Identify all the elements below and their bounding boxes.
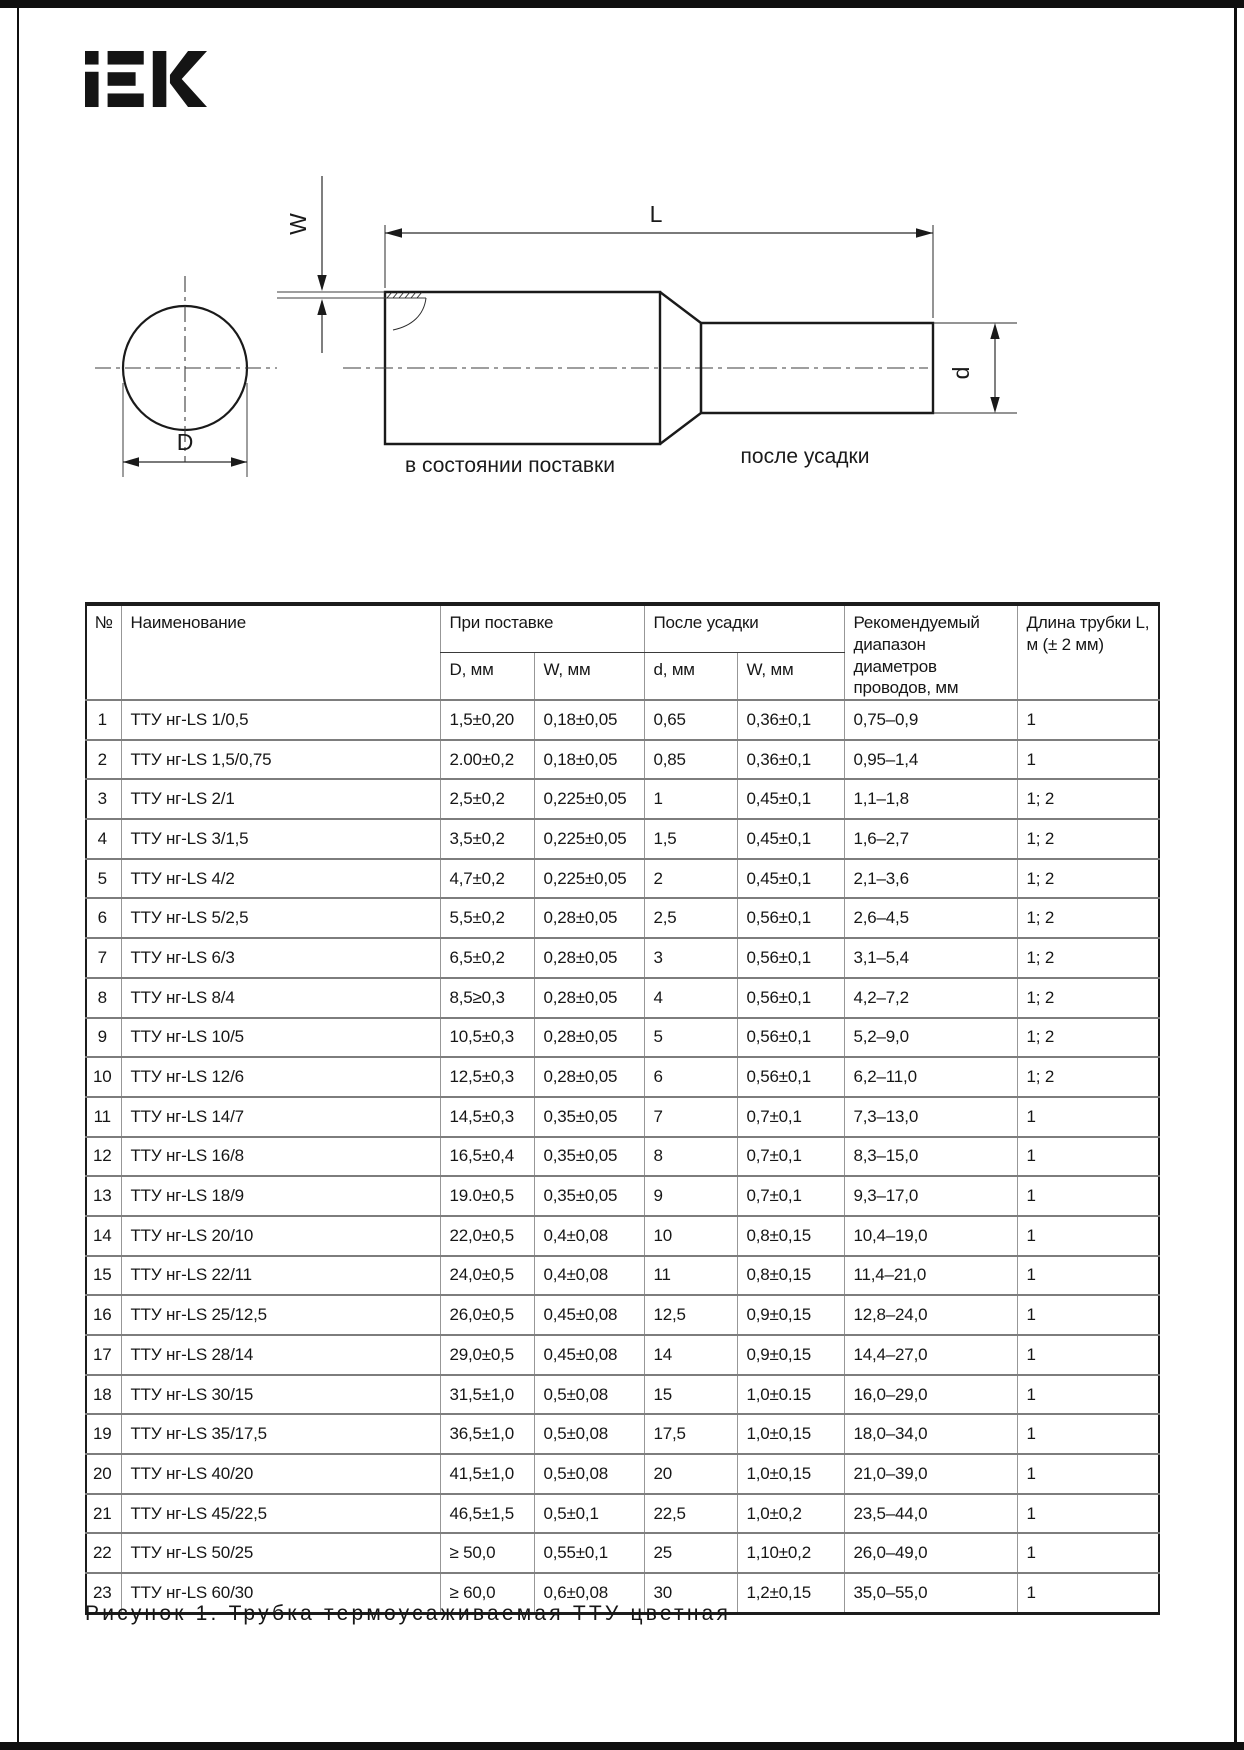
iek-logo xyxy=(85,50,207,108)
table-cell: ТТУ нг-LS 45/22,5 xyxy=(121,1494,440,1534)
table-cell: 26,0–49,0 xyxy=(844,1533,1017,1573)
table-cell: 4 xyxy=(644,978,737,1018)
table-cell: 0,28±0,05 xyxy=(534,898,644,938)
table-cell: ТТУ нг-LS 20/10 xyxy=(121,1216,440,1256)
table-cell: ТТУ нг-LS 5/2,5 xyxy=(121,898,440,938)
table-cell: ТТУ нг-LS 50/25 xyxy=(121,1533,440,1573)
table-row xyxy=(86,1454,1159,1494)
table-cell: 0,8±0,15 xyxy=(737,1216,844,1256)
table-cell: 0,56±0,1 xyxy=(737,1018,844,1058)
table-cell: 2 xyxy=(644,859,737,899)
table-row xyxy=(86,1295,1159,1335)
table-row xyxy=(86,819,1159,859)
table-cell: 11 xyxy=(644,1256,737,1296)
table-cell: 12 xyxy=(86,1137,121,1177)
table-cell: 1; 2 xyxy=(1017,859,1159,899)
table-cell: 1,0±0,2 xyxy=(737,1494,844,1534)
table-cell: 20 xyxy=(644,1454,737,1494)
table-row xyxy=(86,1097,1159,1137)
table-cell: 15 xyxy=(644,1375,737,1415)
table-cell: 1,5±0,20 xyxy=(440,700,534,740)
table-cell: ТТУ нг-LS 14/7 xyxy=(121,1097,440,1137)
table-cell: 0,56±0,1 xyxy=(737,978,844,1018)
table-row xyxy=(86,1414,1159,1454)
table-cell: 0,85 xyxy=(644,740,737,780)
table-cell: 0,4±0,08 xyxy=(534,1216,644,1256)
figure-state-captions xyxy=(405,445,869,477)
label-after-shrink: после усадки xyxy=(740,445,870,468)
table-cell: 1,10±0,2 xyxy=(737,1533,844,1573)
table-row xyxy=(86,700,1159,740)
dim-W xyxy=(285,176,327,353)
table-cell: 0,18±0,05 xyxy=(534,740,644,780)
table-cell: 0,9±0,15 xyxy=(737,1335,844,1375)
col-header-D-supply: D, мм xyxy=(440,653,534,700)
table-cell: 17,5 xyxy=(644,1414,737,1454)
table-cell: 18 xyxy=(86,1375,121,1415)
table-cell: 0,56±0,1 xyxy=(737,898,844,938)
table-cell: 10,4–19,0 xyxy=(844,1216,1017,1256)
table-cell: 1; 2 xyxy=(1017,819,1159,859)
table-cell: ТТУ нг-LS 4/2 xyxy=(121,859,440,899)
table-cell: 0,5±0,08 xyxy=(534,1454,644,1494)
table-cell: 4 xyxy=(86,819,121,859)
tube-body xyxy=(385,292,660,444)
table-row xyxy=(86,1494,1159,1534)
table-cell: 0,6±0,08 xyxy=(534,1573,644,1613)
table-cell: 0,4±0,08 xyxy=(534,1256,644,1296)
table-cell: 19 xyxy=(86,1414,121,1454)
table-cell: 0,65 xyxy=(644,700,737,740)
table-cell: 22,5 xyxy=(644,1494,737,1534)
table-cell: 0,7±0,1 xyxy=(737,1097,844,1137)
table-cell: 0,36±0,1 xyxy=(737,700,844,740)
table-cell: 14 xyxy=(86,1216,121,1256)
table-cell: 8 xyxy=(86,978,121,1018)
table-cell: ТТУ нг-LS 1/0,5 xyxy=(121,700,440,740)
table-cell: 14,4–27,0 xyxy=(844,1335,1017,1375)
table-cell: 1; 2 xyxy=(1017,938,1159,978)
table-cell: ≥ 50,0 xyxy=(440,1533,534,1573)
table-row xyxy=(86,1256,1159,1296)
table-cell: 0,45±0,1 xyxy=(737,819,844,859)
table-cell: 6,2–11,0 xyxy=(844,1057,1017,1097)
table-cell: ТТУ нг-LS 16/8 xyxy=(121,1137,440,1177)
table-cell: 0,45±0,1 xyxy=(737,859,844,899)
table-row xyxy=(86,740,1159,780)
table-cell: 1,0±0,15 xyxy=(737,1414,844,1454)
table-cell: ТТУ нг-LS 22/11 xyxy=(121,1256,440,1296)
table-cell: 13 xyxy=(86,1176,121,1216)
table-cell: 0,35±0,05 xyxy=(534,1097,644,1137)
table-cell: ТТУ нг-LS 2/1 xyxy=(121,779,440,819)
table-cell: 1 xyxy=(1017,700,1159,740)
table-cell: 1 xyxy=(1017,1256,1159,1296)
table-cell: 11,4–21,0 xyxy=(844,1256,1017,1296)
table-cell: 1,6–2,7 xyxy=(844,819,1017,859)
table-cell: 9 xyxy=(86,1018,121,1058)
table-cell: 2,5 xyxy=(644,898,737,938)
table-cell: ТТУ нг-LS 35/17,5 xyxy=(121,1414,440,1454)
table-cell: 1 xyxy=(1017,1097,1159,1137)
table-cell: 9,3–17,0 xyxy=(844,1176,1017,1216)
spec-table-body xyxy=(86,700,1159,1613)
table-cell: ТТУ нг-LS 10/5 xyxy=(121,1018,440,1058)
table-cell: 15 xyxy=(86,1256,121,1296)
table-cell: 12,5±0,3 xyxy=(440,1057,534,1097)
table-cell: 12,5 xyxy=(644,1295,737,1335)
table-cell: 1 xyxy=(1017,1216,1159,1256)
table-cell: 20 xyxy=(86,1454,121,1494)
table-cell: 1 xyxy=(1017,1414,1159,1454)
table-cell: 11 xyxy=(86,1097,121,1137)
table-cell: 1; 2 xyxy=(1017,779,1159,819)
col-header-after-shrink: После усадки xyxy=(644,604,844,653)
label-L: L xyxy=(649,201,663,227)
table-cell: 8,5≥0,3 xyxy=(440,978,534,1018)
table-cell: 0,35±0,05 xyxy=(534,1176,644,1216)
table-cell: 5 xyxy=(644,1018,737,1058)
table-cell: 22,0±0,5 xyxy=(440,1216,534,1256)
table-cell: 0,45±0,08 xyxy=(534,1295,644,1335)
table-cell: 1 xyxy=(1017,1533,1159,1573)
table-cell: 16 xyxy=(86,1295,121,1335)
table-cell: 16,0–29,0 xyxy=(844,1375,1017,1415)
table-cell: 12,8–24,0 xyxy=(844,1295,1017,1335)
wall-section-curve xyxy=(393,298,426,330)
table-cell: ТТУ нг-LS 40/20 xyxy=(121,1454,440,1494)
table-cell: 5,5±0,2 xyxy=(440,898,534,938)
table-cell: 1; 2 xyxy=(1017,978,1159,1018)
table-cell: 0,225±0,05 xyxy=(534,859,644,899)
table-cell: 25 xyxy=(644,1533,737,1573)
table-cell: ТТУ нг-LS 8/4 xyxy=(121,978,440,1018)
table-cell: 0,28±0,05 xyxy=(534,938,644,978)
table-cell: 2,5±0,2 xyxy=(440,779,534,819)
label-D: D xyxy=(176,429,194,455)
iek-logo-glyphs xyxy=(85,51,207,107)
table-cell: 21 xyxy=(86,1494,121,1534)
label-as-supplied: в состоянии поставки xyxy=(405,454,615,477)
col-header-W-shrink: W, мм xyxy=(737,653,844,700)
table-cell: 1 xyxy=(1017,1137,1159,1177)
table-cell: 41,5±1,0 xyxy=(440,1454,534,1494)
table-cell: 1 xyxy=(1017,1573,1159,1613)
table-cell: ТТУ нг-LS 60/30 xyxy=(121,1573,440,1613)
table-row xyxy=(86,859,1159,899)
table-cell: 1; 2 xyxy=(1017,898,1159,938)
table-cell: 7 xyxy=(644,1097,737,1137)
table-cell: ≥ 60,0 xyxy=(440,1573,534,1613)
table-cell: 7 xyxy=(86,938,121,978)
table-cell: ТТУ нг-LS 12/6 xyxy=(121,1057,440,1097)
table-row xyxy=(86,978,1159,1018)
table-cell: 9 xyxy=(644,1176,737,1216)
table-cell: 6,5±0,2 xyxy=(440,938,534,978)
table-row xyxy=(86,1533,1159,1573)
table-cell: 0,95–1,4 xyxy=(844,740,1017,780)
table-row xyxy=(86,938,1159,978)
table-cell: 0,225±0,05 xyxy=(534,819,644,859)
table-row xyxy=(86,1176,1159,1216)
label-W: W xyxy=(285,213,311,235)
table-cell: 26,0±0,5 xyxy=(440,1295,534,1335)
table-cell: 1,0±0,15 xyxy=(737,1454,844,1494)
table-row xyxy=(86,779,1159,819)
col-header-range: Рекомендуемый диапазон диаметров проводов, мм xyxy=(844,604,1017,700)
table-cell: 8,3–15,0 xyxy=(844,1137,1017,1177)
table-cell: 4,2–7,2 xyxy=(844,978,1017,1018)
label-d: d xyxy=(948,366,974,380)
table-cell: 2 xyxy=(86,740,121,780)
table-cell: ТТУ нг-LS 18/9 xyxy=(121,1176,440,1216)
table-cell: 35,0–55,0 xyxy=(844,1573,1017,1613)
table-cell: 18,0–34,0 xyxy=(844,1414,1017,1454)
table-cell: 6 xyxy=(86,898,121,938)
table-cell: 2,6–4,5 xyxy=(844,898,1017,938)
header-row-1 xyxy=(86,604,1159,653)
table-cell: 0,56±0,1 xyxy=(737,938,844,978)
table-cell: 7,3–13,0 xyxy=(844,1097,1017,1137)
table-cell: 0,45±0,1 xyxy=(737,779,844,819)
table-cell: 1 xyxy=(1017,1494,1159,1534)
table-row xyxy=(86,1335,1159,1375)
col-header-length: Длина трубки L, м (± 2 мм) xyxy=(1017,604,1159,700)
table-cell: 0,5±0,08 xyxy=(534,1414,644,1454)
dim-d xyxy=(933,323,1017,413)
table-cell: 46,5±1,5 xyxy=(440,1494,534,1534)
table-cell: 24,0±0,5 xyxy=(440,1256,534,1296)
table-cell: ТТУ нг-LS 3/1,5 xyxy=(121,819,440,859)
col-header-d-shrink: d, мм xyxy=(644,653,737,700)
table-cell: 1 xyxy=(1017,740,1159,780)
table-cell: 0,8±0,15 xyxy=(737,1256,844,1296)
table-cell: 1 xyxy=(1017,1176,1159,1216)
page-border-bottom xyxy=(0,1742,1244,1750)
table-cell: 1 xyxy=(644,779,737,819)
table-cell: 1,1–1,8 xyxy=(844,779,1017,819)
table-cell: 0,7±0,1 xyxy=(737,1137,844,1177)
spec-table-head xyxy=(86,604,1159,700)
table-cell: 0,56±0,1 xyxy=(737,1057,844,1097)
spec-table xyxy=(85,602,1160,1615)
table-cell: ТТУ нг-LS 6/3 xyxy=(121,938,440,978)
table-cell: ТТУ нг-LS 28/14 xyxy=(121,1335,440,1375)
col-header-name: Наименование xyxy=(121,604,440,700)
table-cell: 0,9±0,15 xyxy=(737,1295,844,1335)
col-header-num: № xyxy=(86,604,121,700)
table-row xyxy=(86,1375,1159,1415)
table-cell: 1; 2 xyxy=(1017,1018,1159,1058)
table-cell: 6 xyxy=(644,1057,737,1097)
table-cell: 1 xyxy=(1017,1375,1159,1415)
table-cell: 14 xyxy=(644,1335,737,1375)
table-cell: 19.0±0,5 xyxy=(440,1176,534,1216)
table-cell: 5 xyxy=(86,859,121,899)
table-row xyxy=(86,898,1159,938)
col-header-W-supply: W, мм xyxy=(534,653,644,700)
table-cell: 10 xyxy=(86,1057,121,1097)
table-cell: ТТУ нг-LS 25/12,5 xyxy=(121,1295,440,1335)
table-cell: 14,5±0,3 xyxy=(440,1097,534,1137)
table-cell: 0,28±0,05 xyxy=(534,1057,644,1097)
table-cell: 4,7±0,2 xyxy=(440,859,534,899)
table-cell: 30 xyxy=(644,1573,737,1613)
table-row xyxy=(86,1057,1159,1097)
table-cell: 23,5–44,0 xyxy=(844,1494,1017,1534)
table-cell: 10,5±0,3 xyxy=(440,1018,534,1058)
figure-caption: Рисунок 1. Трубка термоусаживаемая ТТУ цветная xyxy=(85,1602,732,1625)
table-cell: 29,0±0,5 xyxy=(440,1335,534,1375)
table-cell: 23 xyxy=(86,1573,121,1613)
technical-drawing xyxy=(40,140,1190,530)
table-cell: 0,18±0,05 xyxy=(534,700,644,740)
table-cell: 0,55±0,1 xyxy=(534,1533,644,1573)
table-row xyxy=(86,1137,1159,1177)
table-row xyxy=(86,1018,1159,1058)
table-cell: 31,5±1,0 xyxy=(440,1375,534,1415)
table-cell: 0,45±0,08 xyxy=(534,1335,644,1375)
page-border-left xyxy=(17,4,19,1746)
table-cell: 0,225±0,05 xyxy=(534,779,644,819)
table-cell: 36,5±1,0 xyxy=(440,1414,534,1454)
table-cell: 0,5±0,08 xyxy=(534,1375,644,1415)
page-border-right xyxy=(1234,4,1237,1746)
table-cell: 0,35±0,05 xyxy=(534,1137,644,1177)
table-cell: 1,2±0,15 xyxy=(737,1573,844,1613)
table-cell: ТТУ нг-LS 30/15 xyxy=(121,1375,440,1415)
table-cell: 1 xyxy=(1017,1454,1159,1494)
table-cell: 1,5 xyxy=(644,819,737,859)
table-cell: 1 xyxy=(1017,1335,1159,1375)
table-cell: 1; 2 xyxy=(1017,1057,1159,1097)
table-row xyxy=(86,1216,1159,1256)
table-cell: 1 xyxy=(86,700,121,740)
col-header-at-supply: При поставке xyxy=(440,604,644,653)
table-cell: 0,75–0,9 xyxy=(844,700,1017,740)
table-cell: 10 xyxy=(644,1216,737,1256)
supplied-view xyxy=(277,292,928,444)
table-cell: 8 xyxy=(644,1137,737,1177)
table-cell: 3 xyxy=(86,779,121,819)
table-cell: 0,28±0,05 xyxy=(534,1018,644,1058)
table-cell: 0,36±0,1 xyxy=(737,740,844,780)
end-view xyxy=(95,276,277,477)
table-cell: 1 xyxy=(1017,1295,1159,1335)
table-cell: 17 xyxy=(86,1335,121,1375)
table-cell: 1,0±0.15 xyxy=(737,1375,844,1415)
table-cell: 21,0–39,0 xyxy=(844,1454,1017,1494)
table-cell: 16,5±0,4 xyxy=(440,1137,534,1177)
table-cell: 2,1–3,6 xyxy=(844,859,1017,899)
page-border-top xyxy=(0,0,1244,8)
table-cell: 0,7±0,1 xyxy=(737,1176,844,1216)
table-cell: 3,5±0,2 xyxy=(440,819,534,859)
table-cell: 22 xyxy=(86,1533,121,1573)
table-cell: 0,5±0,1 xyxy=(534,1494,644,1534)
table-cell: 0,28±0,05 xyxy=(534,978,644,1018)
table-cell: 2.00±0,2 xyxy=(440,740,534,780)
table-cell: 3 xyxy=(644,938,737,978)
table-cell: 5,2–9,0 xyxy=(844,1018,1017,1058)
table-cell: 3,1–5,4 xyxy=(844,938,1017,978)
table-cell: ТТУ нг-LS 1,5/0,75 xyxy=(121,740,440,780)
